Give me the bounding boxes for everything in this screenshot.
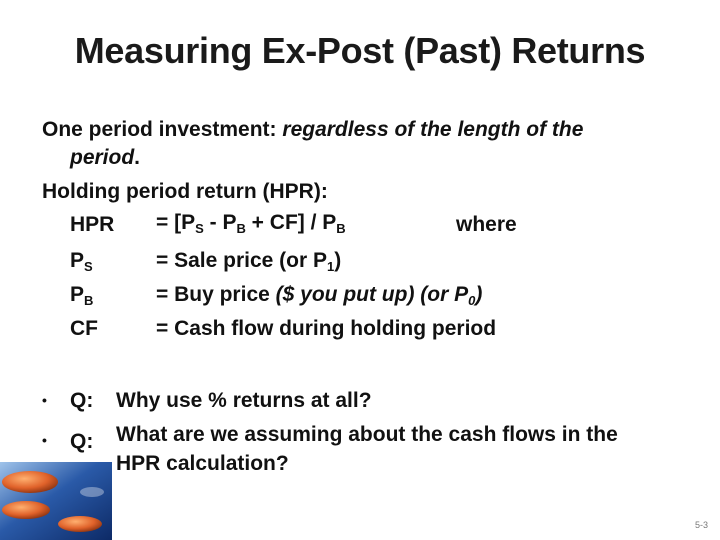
intro-line-cont [70, 146, 140, 170]
formula-where: where [456, 213, 517, 236]
formula-sub-b2: B [336, 221, 346, 236]
formula-sub-s: S [195, 221, 204, 236]
question-2-text-line1: What are we assuming about the cash flows in the [116, 423, 618, 446]
def-ps-symbol [70, 249, 93, 273]
def-pb-symbol [70, 283, 93, 307]
stone-shape [2, 471, 58, 493]
intro-italic-cont: period [70, 146, 135, 169]
stones-in-water-image [0, 462, 112, 540]
formula-part-open: = [P [156, 211, 196, 234]
formula-part-mid: - P [203, 211, 237, 234]
def-ps-desc-end: ) [334, 249, 342, 272]
question-1-label: Q: [70, 389, 94, 412]
def-ps-sub: S [84, 259, 93, 274]
slide-title: Measuring Ex-Post (Past) Returns [74, 30, 646, 71]
formula-rhs [156, 211, 346, 235]
def-pb-desc-italic: ($ you put up) (or P [275, 283, 469, 306]
def-cf-symbol: CF [70, 317, 98, 340]
bullet-2: • [42, 432, 47, 448]
def-ps-desc-sub: 1 [327, 259, 335, 274]
intro-line [42, 118, 583, 142]
def-pb-text [156, 283, 482, 307]
bullet-1: • [42, 392, 47, 408]
def-pb-sub: B [84, 293, 94, 308]
hpr-heading: Holding period return (HPR): [42, 180, 328, 203]
def-ps-text [156, 249, 341, 273]
page-number: 5-3 [694, 520, 708, 530]
intro-period-end: . [134, 146, 141, 169]
formula-part-cf: + CF] / P [245, 211, 337, 234]
intro-lead: One period investment: [42, 118, 277, 141]
def-pb-desc: = Buy price [156, 283, 276, 306]
question-2-label: Q: [70, 430, 94, 453]
def-cf-text: = Cash flow during holding period [156, 317, 497, 340]
def-ps-desc: = Sale price (or P [156, 249, 327, 272]
def-pb-sym: P [70, 283, 85, 306]
stone-shape [58, 516, 102, 532]
def-pb-desc-sub: 0 [468, 293, 476, 308]
question-1-text: Why use % returns at all? [116, 389, 372, 412]
def-pb-desc-end: ) [475, 283, 483, 306]
stone-shape [2, 501, 50, 519]
def-ps-sym: P [70, 249, 85, 272]
intro-italic: regardless of the length of the [282, 118, 584, 141]
question-2-text-line2: HPR calculation? [116, 452, 289, 475]
formula-sub-b1: B [236, 221, 246, 236]
water-highlight [80, 487, 104, 497]
formula-lhs: HPR [70, 213, 115, 236]
